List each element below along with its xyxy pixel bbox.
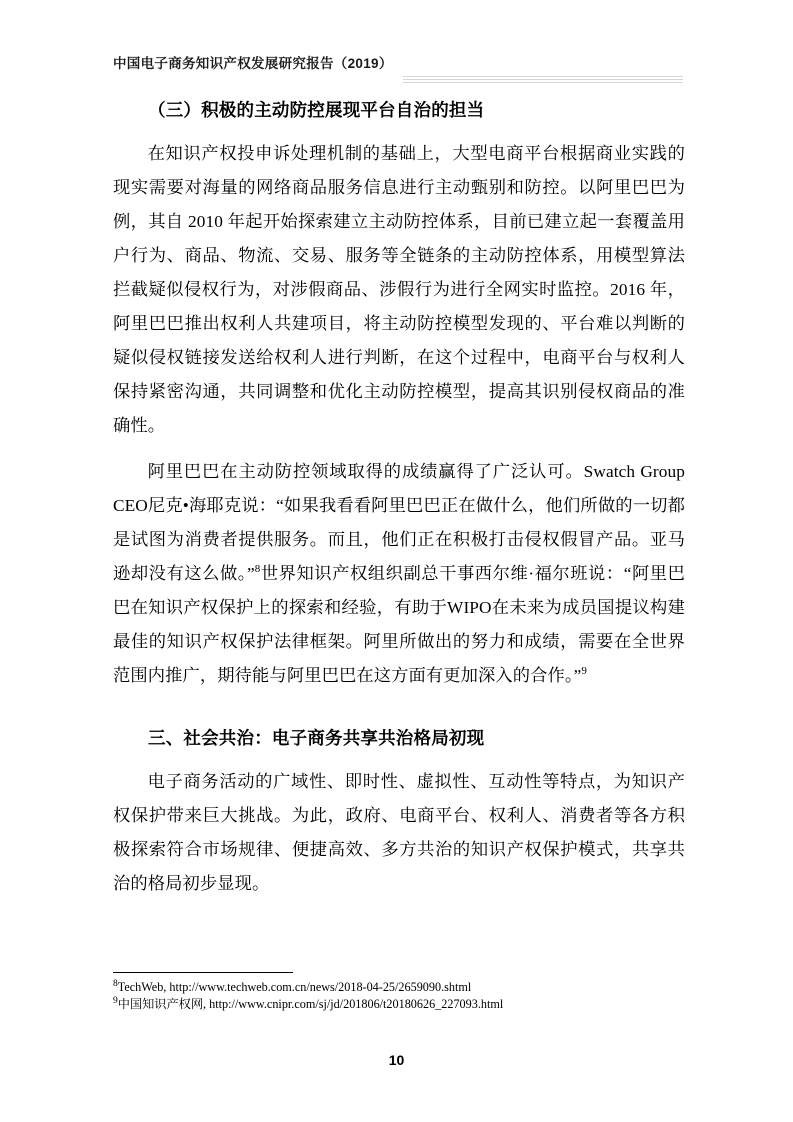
- header-title: 中国电子商务知识产权发展研究报告（2019）: [113, 56, 393, 71]
- paragraph-2: [113, 455, 685, 693]
- spacer: [113, 693, 685, 723]
- paragraph-1: 在知识产权投申诉处理机制的基础上，大型电商平台根据商业实践的现实需要对海量的网络商品服务信息进行主动甄别和防控。以阿里巴巴为例，其自 2010 年起开始探索建立主动防控体系，目前已建立起一套覆盖用户行为、商品、物流、交易、服务等全链条的主动防控体系，用模型算法拦截疑似侵权行为，对涉假商品、涉假行为进行全网实时监控。2016 年，阿里巴巴推出权利人共建项目，将主动防控模型发现的、平台难以判断的疑似侵权链接发送给权利人进行判断，在这个过程中，电商平台与权利人保持紧密沟通，共同调整和优化主动防控模型，提高其识别侵权商品的准确性。: [113, 144, 685, 435]
- footnote-ref-9[interactable]: 9: [581, 665, 588, 678]
- footnote-item: [113, 979, 685, 996]
- footnote-marker-8: 8: [113, 978, 118, 989]
- paragraph-3: 电子商务活动的广域性、即时性、虚拟性、互动性等特点，为知识产权保护带来巨大挑战。为此，政府、电商平台、权利人、消费者等各方积极探索符合市场规律、便捷高效、多方共治的知识产权保护模式，共享共治的格局初步显现。: [113, 772, 685, 893]
- section-heading-1: （三）积极的主动防控展现平台自治的担当: [148, 100, 485, 120]
- footnote-marker-9: 9: [113, 995, 118, 1006]
- footnote-separator: [113, 972, 293, 973]
- footnote-ref-8[interactable]: 8: [254, 563, 261, 576]
- paragraph-2-part-1: 阿里巴巴在主动防控领域取得的成绩赢得了广泛认可。Swatch Group CEO尼克•海耶克说：“如果我看看阿里巴巴正在做什么，他们所做的一切都是试图为消费者提供服务。而且，他们正在积极打击侵权假冒产品。亚马逊却没有这么做。”: [113, 462, 685, 583]
- section-heading-2: 三、社会共治：电子商务共享共治格局初现: [148, 728, 485, 748]
- footnote-text-9[interactable]: 中国知识产权网, http://www.cnipr.com/sj/jd/201806/t20180626_227093.html: [117, 997, 504, 1011]
- page-content: [113, 95, 685, 901]
- page-header: [113, 55, 683, 81]
- paragraph-2-part-2: 世界知识产权组织副总干事西尔维·福尔班说：“阿里巴巴在知识产权保护上的探索和经验，有助于WIPO在未来为成员国提议构建最佳的知识产权保护法律框架。阿里所做出的努力和成绩，需要在全世界范围内推广，期待能与阿里巴巴在这方面有更加深入的合作。”: [113, 564, 685, 685]
- spacer: [113, 753, 685, 765]
- footnote-area: [113, 972, 685, 1013]
- spacer: [113, 125, 685, 137]
- page-number: 10: [388, 1052, 405, 1068]
- footnote-item: [113, 996, 685, 1013]
- spacer: [113, 443, 685, 455]
- footnote-text-8[interactable]: TechWeb, http://www.techweb.com.cn/news/2018-04-25/2659090.shtml: [117, 980, 472, 994]
